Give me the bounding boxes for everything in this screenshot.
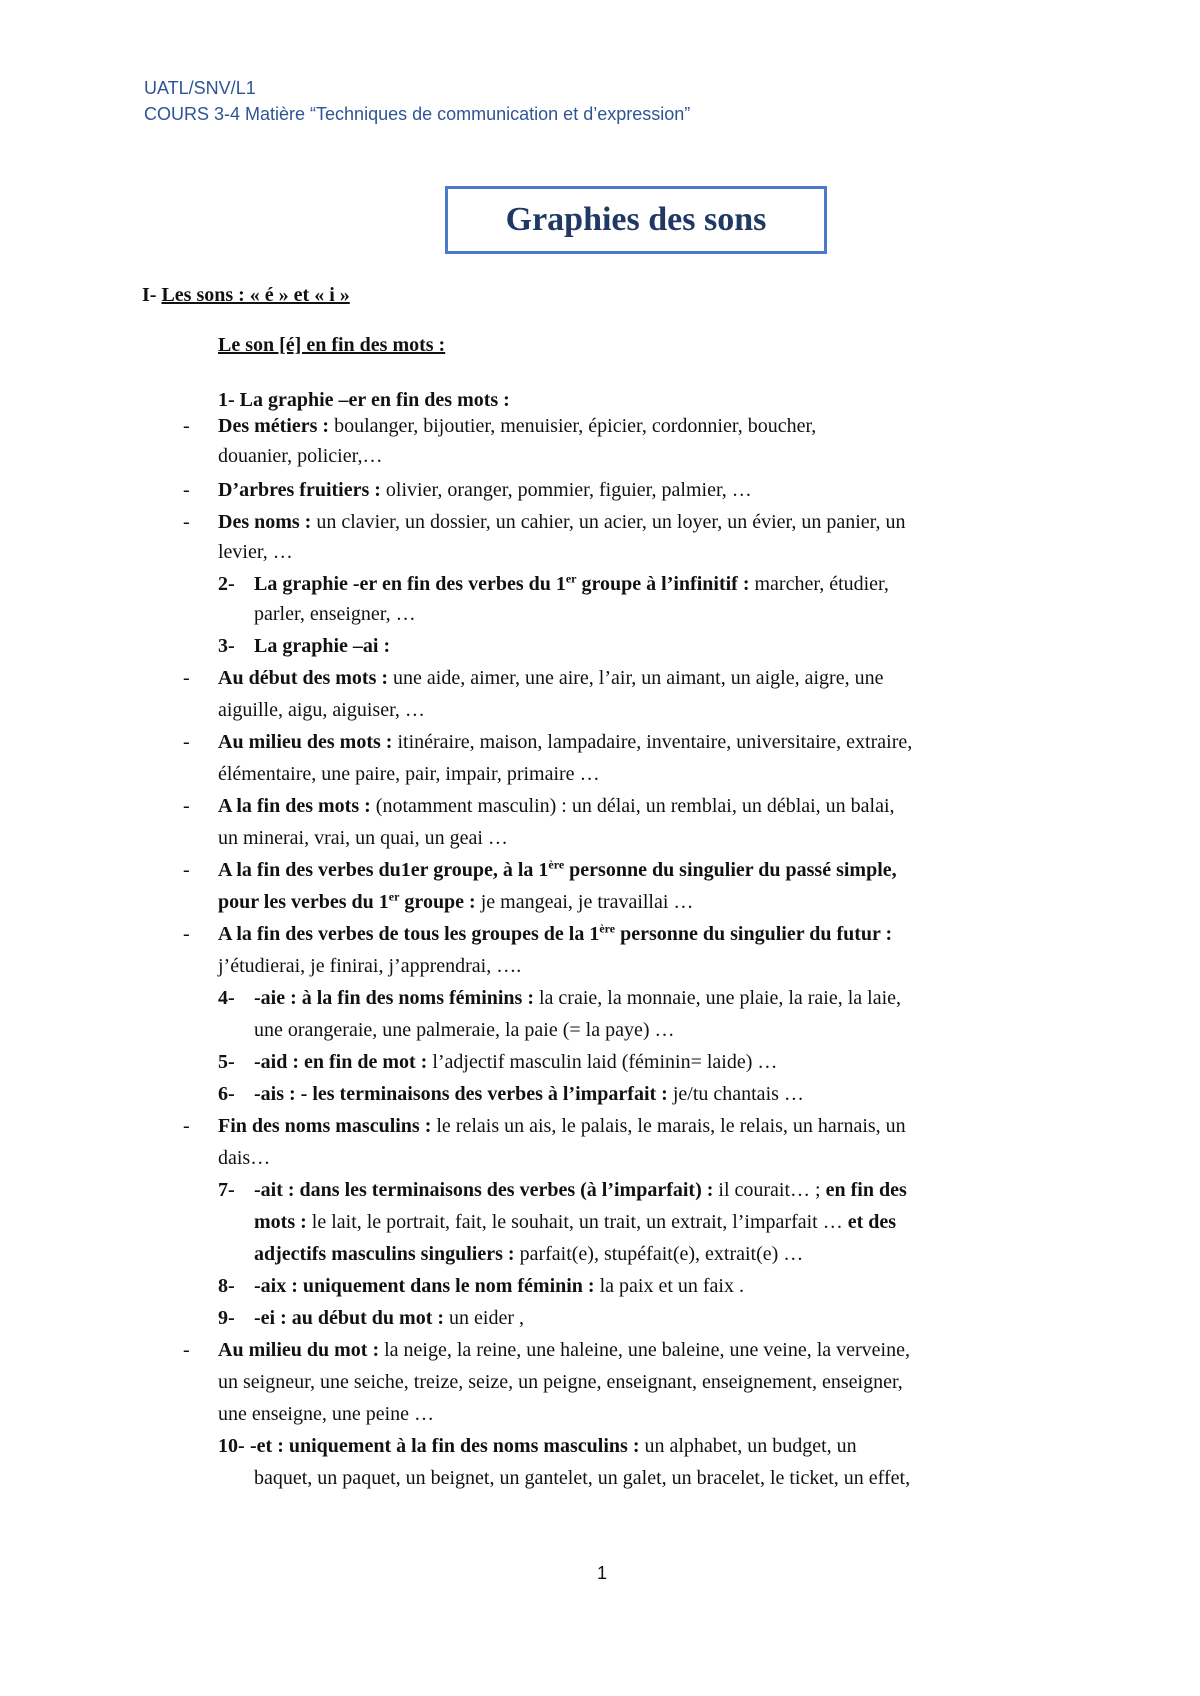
text: marcher, étudier, (749, 573, 889, 595)
header-course-code: UATL/SNV/L1 (144, 78, 256, 98)
label: adjectifs masculins singuliers : (254, 1243, 515, 1265)
superscript: er (565, 571, 577, 586)
text: il courait… ; (713, 1179, 821, 1201)
label: -aid : en fin de mot : (254, 1051, 428, 1073)
graphie-1-title: 1- La graphie –er en fin des mots : (218, 389, 510, 411)
text: boulanger, bijoutier, menuisier, épicier, cordonnier, boucher, (329, 415, 817, 437)
text: une aide, aimer, une aire, l’air, un aimant, un aigle, aigre, une (388, 667, 884, 689)
item-number: 6- (218, 1083, 235, 1105)
text-cont: un seigneur, une seiche, treize, seize, un peigne, enseignant, enseignement, enseigner, (218, 1371, 903, 1393)
list-dash: - (183, 795, 190, 817)
list-dash: - (183, 1339, 190, 1361)
label: Au milieu des mots : (218, 731, 393, 753)
item-number: 9- (218, 1307, 235, 1329)
text: le lait, le portrait, fait, le souhait, un trait, un extrait, l’imparfait … (306, 1211, 843, 1233)
text-cont: baquet, un paquet, un beignet, un gantelet, un galet, un bracelet, le ticket, un effet, (254, 1467, 911, 1489)
item-number: 3- (218, 635, 235, 657)
text: un eider , (444, 1307, 524, 1329)
text: parfait(e), stupéfait(e), extrait(e) … (514, 1243, 804, 1265)
label: groupe à l’infinitif : (576, 573, 750, 595)
text-cont: une enseigne, une peine … (218, 1403, 435, 1425)
label: -ei : au début du mot : (254, 1307, 445, 1329)
text: itinéraire, maison, lampadaire, inventaire, universitaire, extraire, (392, 731, 913, 753)
text-cont: une orangeraie, une palmeraie, la paie (= la paye) … (254, 1019, 675, 1041)
text-cont: aiguille, aigu, aiguiser, … (218, 699, 425, 721)
superscript: ère (548, 857, 565, 872)
label: La graphie –ai : (254, 635, 391, 657)
text: le relais un ais, le palais, le marais, le relais, un harnais, un (431, 1115, 906, 1137)
label: et des (842, 1211, 897, 1233)
text: un clavier, un dossier, un cahier, un acier, un loyer, un évier, un panier, un (311, 511, 906, 533)
section-heading (142, 284, 350, 307)
text: un alphabet, un budget, un (639, 1435, 857, 1457)
text-cont: levier, … (218, 541, 293, 563)
label: -et : uniquement à la fin des noms masculins : (250, 1435, 640, 1457)
list-dash: - (183, 923, 190, 945)
text-cont: douanier, policier,… (218, 445, 383, 467)
label: A la fin des verbes de tous les groupes de la 1 (218, 923, 600, 945)
list-dash: - (183, 731, 190, 753)
label: -ait : dans les terminaisons des verbes (à l’imparfait) : (254, 1179, 714, 1201)
label: A la fin des mots : (218, 795, 371, 817)
label: personne du singulier du passé simple, (564, 859, 897, 881)
label: -aie : à la fin des noms féminins : (254, 987, 534, 1009)
label: Des métiers : (218, 415, 330, 437)
text: la neige, la reine, une haleine, une baleine, une veine, la verveine, (379, 1339, 910, 1361)
text: la craie, la monnaie, une plaie, la raie, la laie, (534, 987, 902, 1009)
text-cont: parler, enseigner, … (254, 603, 416, 625)
label: groupe : (399, 891, 476, 913)
list-dash: - (183, 1115, 190, 1137)
item-number: 4- (218, 987, 235, 1009)
label: La graphie -er en fin des verbes du 1 (254, 573, 566, 595)
item-number: 5- (218, 1051, 235, 1073)
label: -aix : uniquement dans le nom féminin : (254, 1275, 595, 1297)
text: olivier, oranger, pommier, figuier, palmier, … (380, 479, 752, 501)
text: la paix et un faix . (594, 1275, 744, 1297)
text-cont: j’étudierai, je finirai, j’apprendrai, …. (218, 955, 522, 977)
label: Fin des noms masculins : (218, 1115, 432, 1137)
superscript: er (388, 889, 400, 904)
list-dash: - (183, 511, 190, 533)
text: (notamment masculin) : un délai, un remblai, un déblai, un balai, (370, 795, 895, 817)
subsection-heading: Le son [é] en fin des mots : (218, 334, 446, 356)
list-dash: - (183, 859, 190, 881)
list-dash: - (183, 479, 190, 501)
text: je mangeai, je travaillai … (475, 891, 694, 913)
label: pour les verbes du 1 (218, 891, 389, 913)
item-number: 7- (218, 1179, 235, 1201)
text: l’adjectif masculin laid (féminin= laide) … (427, 1051, 778, 1073)
text-cont: dais… (218, 1147, 271, 1169)
superscript: ère (599, 921, 616, 936)
label: Au début des mots : (218, 667, 389, 689)
page-number: 1 (597, 1563, 608, 1583)
item-number: 2- (218, 573, 235, 595)
text-cont: un minerai, vrai, un quai, un geai … (218, 827, 508, 849)
label: Au milieu du mot : (218, 1339, 380, 1361)
label: en fin des (820, 1179, 907, 1201)
label: A la fin des verbes du1er groupe, à la 1 (218, 859, 549, 881)
label: -ais : - les terminaisons des verbes à l’imparfait : (254, 1083, 668, 1105)
page-title-box (445, 186, 827, 254)
text-cont: élémentaire, une paire, pair, impair, primaire … (218, 763, 600, 785)
section-number: I- (142, 284, 162, 306)
list-dash: - (183, 415, 190, 437)
label: D’arbres fruitiers : (218, 479, 381, 501)
header-course-title: COURS 3-4 Matière “Techniques de communication et d’expression” (144, 104, 691, 124)
section-label: Les sons : « é » et « i » (161, 284, 350, 306)
label: Des noms : (218, 511, 312, 533)
item-number: 10- (218, 1435, 245, 1457)
text: je/tu chantais … (667, 1083, 804, 1105)
list-dash: - (183, 667, 190, 689)
label: mots : (254, 1211, 307, 1233)
page-title: Graphies des sons (505, 201, 767, 238)
label: personne du singulier du futur : (615, 923, 893, 945)
item-number: 8- (218, 1275, 235, 1297)
